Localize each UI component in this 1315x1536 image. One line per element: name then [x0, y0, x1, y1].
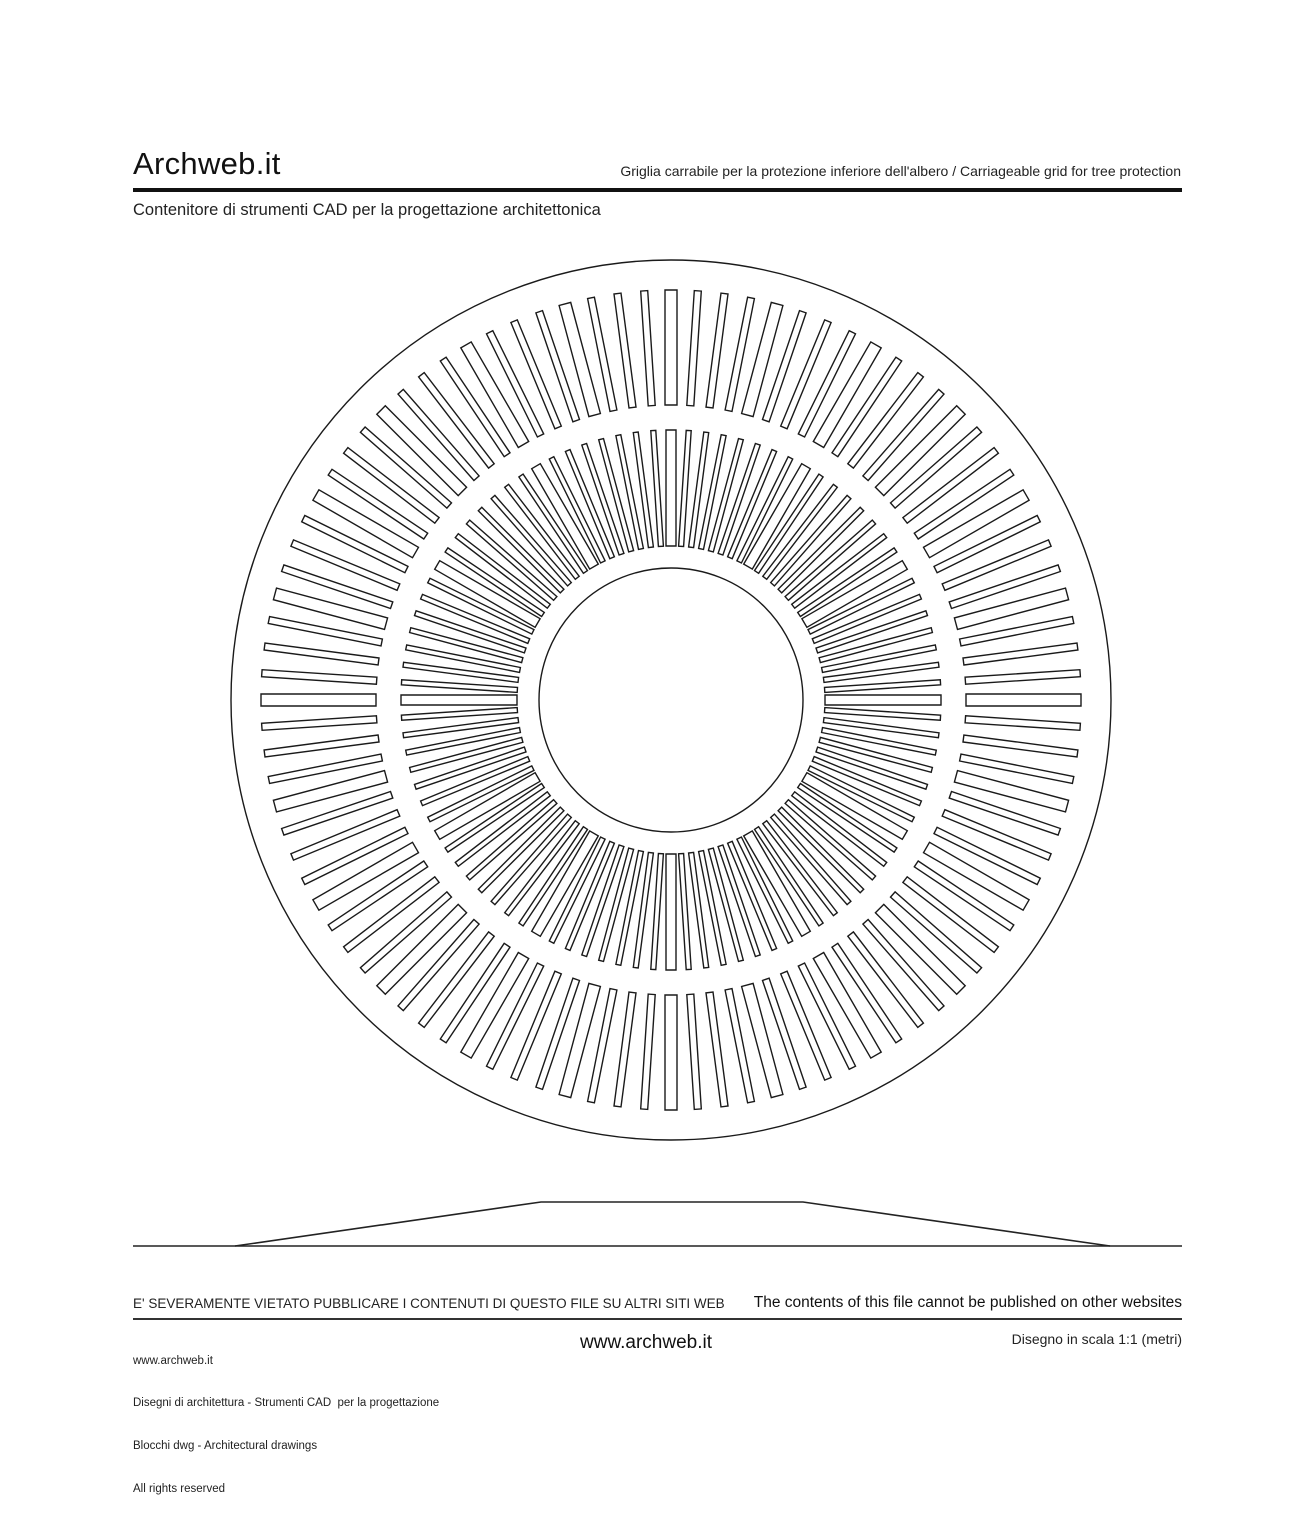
grate-slot: [965, 716, 1080, 731]
grate-slot: [778, 507, 864, 593]
grate-slot: [536, 311, 580, 422]
grate-slot: [822, 728, 937, 756]
footer-credit-url[interactable]: www.archweb.it: [133, 1354, 213, 1367]
site-subtitle: Contenitore di strumenti CAD per la progettazione architettonica: [133, 201, 601, 219]
grate-slot: [823, 662, 939, 682]
grate-slot: [264, 643, 379, 665]
grate-slot: [614, 992, 636, 1107]
inner-slot-ring: [401, 430, 941, 970]
grate-slot: [778, 807, 864, 893]
grate-slot: [679, 430, 692, 546]
grate-slot: [875, 406, 965, 496]
grate-slot: [687, 291, 702, 406]
outer-slot-ring: [261, 290, 1081, 1110]
grate-slot: [511, 971, 561, 1080]
grate-slot: [401, 708, 517, 721]
grate-slot: [725, 297, 754, 411]
grate-slot: [519, 827, 588, 926]
grate-slot: [875, 904, 965, 994]
grate-slot: [771, 495, 851, 586]
grate-slot: [825, 695, 941, 705]
footer-credit-line: All rights reserved: [133, 1483, 226, 1496]
grate-slot: [641, 291, 656, 406]
grate-slot: [798, 784, 897, 853]
grate-slot: [966, 694, 1081, 706]
copyright-warning-english: The contents of this file cannot be published on other websites: [753, 1294, 1182, 1311]
grate-slot: [823, 718, 939, 738]
tree-opening-circle: [539, 568, 803, 832]
grate-slot: [588, 989, 617, 1103]
grate-slot: [377, 904, 467, 994]
grate-slot: [960, 754, 1074, 783]
grate-slot: [282, 565, 393, 609]
grate-slot: [616, 851, 644, 966]
grate-slot: [949, 792, 1060, 836]
grate-section-profile: [235, 1202, 1110, 1246]
outer-grate-edge: [231, 260, 1111, 1140]
grate-slot: [785, 800, 876, 880]
grate-slot: [755, 474, 824, 573]
grate-slot: [445, 784, 544, 853]
grate-slot: [268, 754, 382, 783]
grate-slot: [264, 735, 379, 757]
grate-slot: [291, 540, 400, 590]
grate-slot: [706, 293, 728, 408]
grate-slot: [511, 320, 561, 429]
grate-slot: [781, 971, 831, 1080]
grate-slot: [401, 695, 517, 705]
grate-slot: [588, 297, 617, 411]
grate-slot: [519, 474, 588, 573]
grate-slot: [401, 680, 517, 693]
grate-slot: [825, 680, 941, 693]
grate-slot: [699, 435, 727, 550]
grate-slot: [633, 432, 653, 548]
grate-slot: [261, 694, 376, 706]
grate-slot: [771, 814, 851, 905]
grate-slot: [763, 978, 807, 1089]
grate-slot: [763, 311, 807, 422]
grate-slot: [406, 645, 521, 673]
grate-slot: [491, 814, 571, 905]
grate-slot: [536, 978, 580, 1089]
grate-slot: [687, 994, 702, 1109]
grate-slot: [403, 718, 519, 738]
grate-slot: [466, 800, 557, 880]
grate-slot: [949, 565, 1060, 609]
section-view-profile: [133, 1202, 1182, 1246]
copyright-warning-italian: E' SEVERAMENTE VIETATO PUBBLICARE I CONTENUTI DI QUESTO FILE SU ALTRI SITI WEB: [133, 1296, 725, 1311]
grate-slot: [666, 430, 676, 546]
grate-slot: [445, 548, 544, 617]
grate-slot: [963, 735, 1078, 757]
grate-slot: [825, 708, 941, 721]
grate-slot: [616, 435, 644, 550]
footer-divider: [133, 1318, 1182, 1320]
grate-slot: [689, 432, 709, 548]
grate-slot: [614, 293, 636, 408]
grate-slot: [699, 851, 727, 966]
grate-slot: [725, 989, 754, 1103]
grate-slot: [679, 854, 692, 970]
grate-slot: [798, 548, 897, 617]
drawing-title: Griglia carrabile per la protezione inferiore dell'albero / Carriageable grid for tree protection: [620, 163, 1181, 179]
footer-website-link[interactable]: www.archweb.it: [580, 1332, 712, 1353]
grate-slot: [262, 716, 377, 731]
grate-slot: [478, 507, 564, 593]
footer-credit-line: Blocchi dwg - Architectural drawings: [133, 1440, 318, 1453]
grate-slot: [942, 810, 1051, 860]
plan-view-tree-grate: [231, 260, 1111, 1140]
grate-slot: [282, 792, 393, 836]
grate-slot: [666, 854, 676, 970]
grate-slot: [785, 520, 876, 600]
grate-slot: [291, 810, 400, 860]
grate-slot: [651, 430, 664, 546]
grate-slot: [478, 807, 564, 893]
grate-slot: [641, 994, 656, 1109]
scale-note: Disegno in scala 1:1 (metri): [1011, 1331, 1182, 1347]
grate-slot: [466, 520, 557, 600]
grate-slot: [262, 670, 377, 685]
footer-credit-line: Disegni di architettura - Strumenti CAD per la progettazione: [133, 1397, 440, 1410]
grate-slot: [406, 728, 521, 756]
grate-slot: [963, 643, 1078, 665]
grate-slot: [633, 852, 653, 968]
grate-slot: [665, 290, 677, 405]
grate-slot: [706, 992, 728, 1107]
grate-slot: [965, 670, 1080, 685]
grate-slot: [651, 854, 664, 970]
grate-slot: [960, 617, 1074, 646]
grate-slot: [377, 406, 467, 496]
grate-slot: [755, 827, 824, 926]
grate-slot: [665, 995, 677, 1110]
grate-slot: [942, 540, 1051, 590]
grate-slot: [689, 852, 709, 968]
footer-credits: [133, 1325, 439, 1511]
grate-slot: [491, 495, 571, 586]
grate-slot: [403, 662, 519, 682]
brand-logo-text: Archweb.it: [133, 146, 281, 181]
grate-slot: [781, 320, 831, 429]
grate-slot: [268, 617, 382, 646]
grate-slot: [822, 645, 937, 673]
